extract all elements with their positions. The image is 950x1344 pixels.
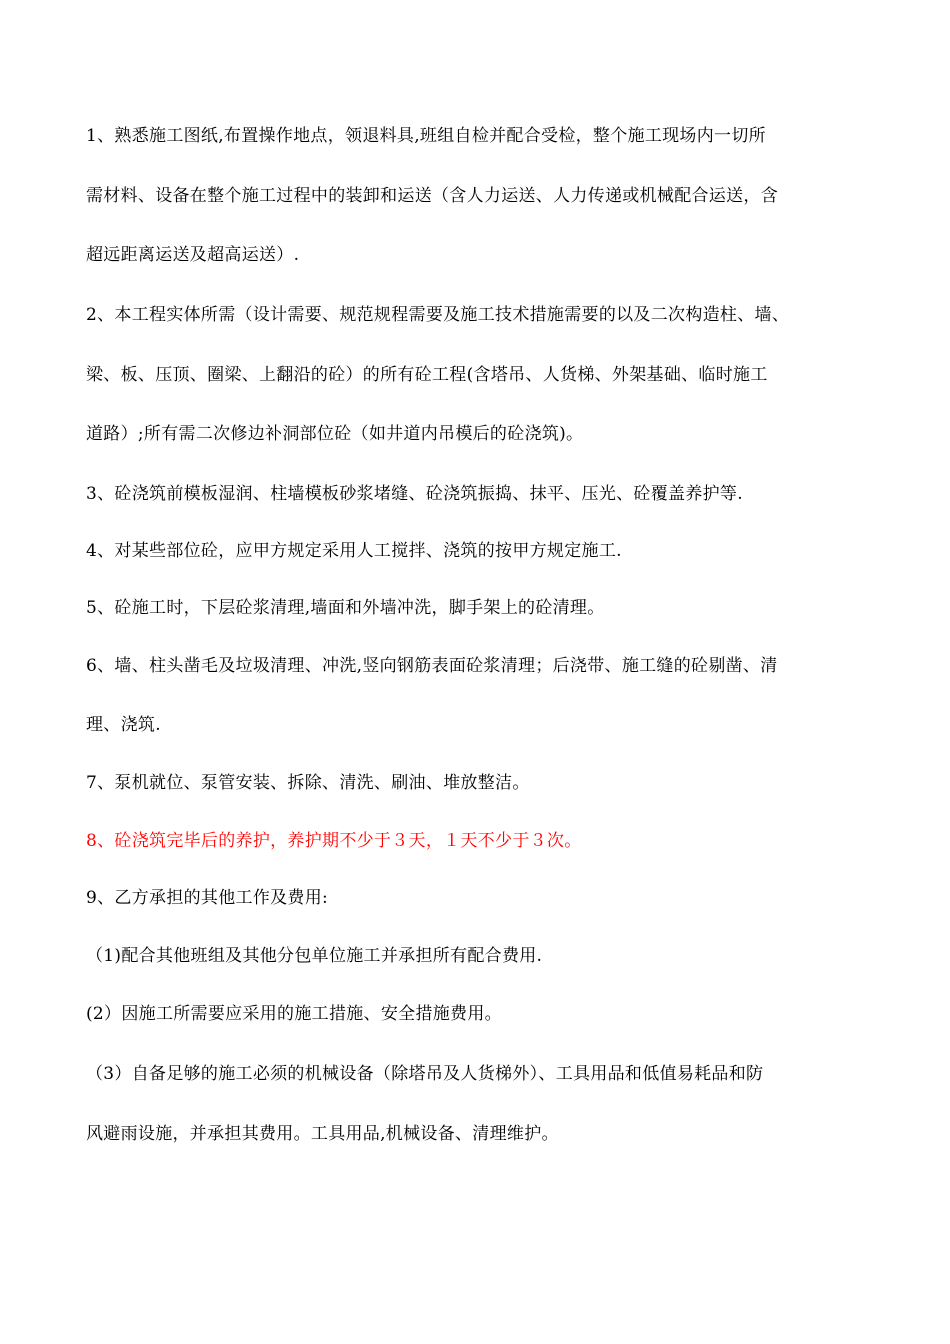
paragraph-6-line-2: 理、浇筑. [86,715,161,735]
paragraph-1-line-2: 需材料、设备在整个施工过程中的装卸和运送（含人力运送、人力传递或机械配合运送，含 [86,186,778,206]
paragraph-2-line-1: 2、本工程实体所需（设计需要、规范规程需要及施工技术措施需要的以及二次构造柱、墙、 [86,305,790,325]
paragraph-8-highlighted: 8、砼浇筑完毕后的养护，养护期不少于３天，１天不少于３次。 [86,831,582,851]
sub-item-3-line-1: （3）自备足够的施工必须的机械设备（除塔吊及人货梯外）、工具用品和低值易耗品和防 [86,1064,764,1084]
paragraph-4: 4、对某些部位砼，应甲方规定采用人工搅拌、浇筑的按甲方规定施工. [86,541,622,561]
paragraph-2-line-3: 道路）;所有需二次修边补洞部位砼（如井道内吊模后的砼浇筑)。 [86,424,584,444]
sub-item-1: （1)配合其他班组及其他分包单位施工并承担所有配合费用. [86,946,543,966]
paragraph-1-line-1: 1、熟悉施工图纸,布置操作地点，领退料具,班组自检并配合受检，整个施工现场内一切所 [86,126,766,146]
sub-item-2: (2）因施工所需要应采用的施工措施、安全措施费用。 [86,1004,502,1024]
sub-item-3-line-2: 风避雨设施，并承担其费用。工具用品,机械设备、清理维护。 [86,1124,559,1144]
paragraph-2-line-2: 梁、板、压顶、圈梁、上翻沿的砼）的所有砼工程(含塔吊、人货梯、外架基础、临时施工 [86,365,768,385]
paragraph-7: 7、泵机就位、泵管安装、拆除、清洗、刷油、堆放整洁。 [86,773,530,793]
paragraph-5: 5、砼施工时，下层砼浆清理,墙面和外墙冲洗，脚手架上的砼清理。 [86,598,605,618]
paragraph-3: 3、砼浇筑前模板湿润、柱墙模板砂浆堵缝、砼浇筑振捣、抹平、压光、砼覆盖养护等. [86,484,743,504]
paragraph-9-heading: 9、乙方承担的其他工作及费用: [86,888,329,908]
paragraph-1-line-3: 超远距离运送及超高运送）. [86,245,300,265]
paragraph-6-line-1: 6、墙、柱头凿毛及垃圾清理、冲洗,竖向钢筋表面砼浆清理；后浇带、施工缝的砼剔凿、清 [86,656,778,676]
